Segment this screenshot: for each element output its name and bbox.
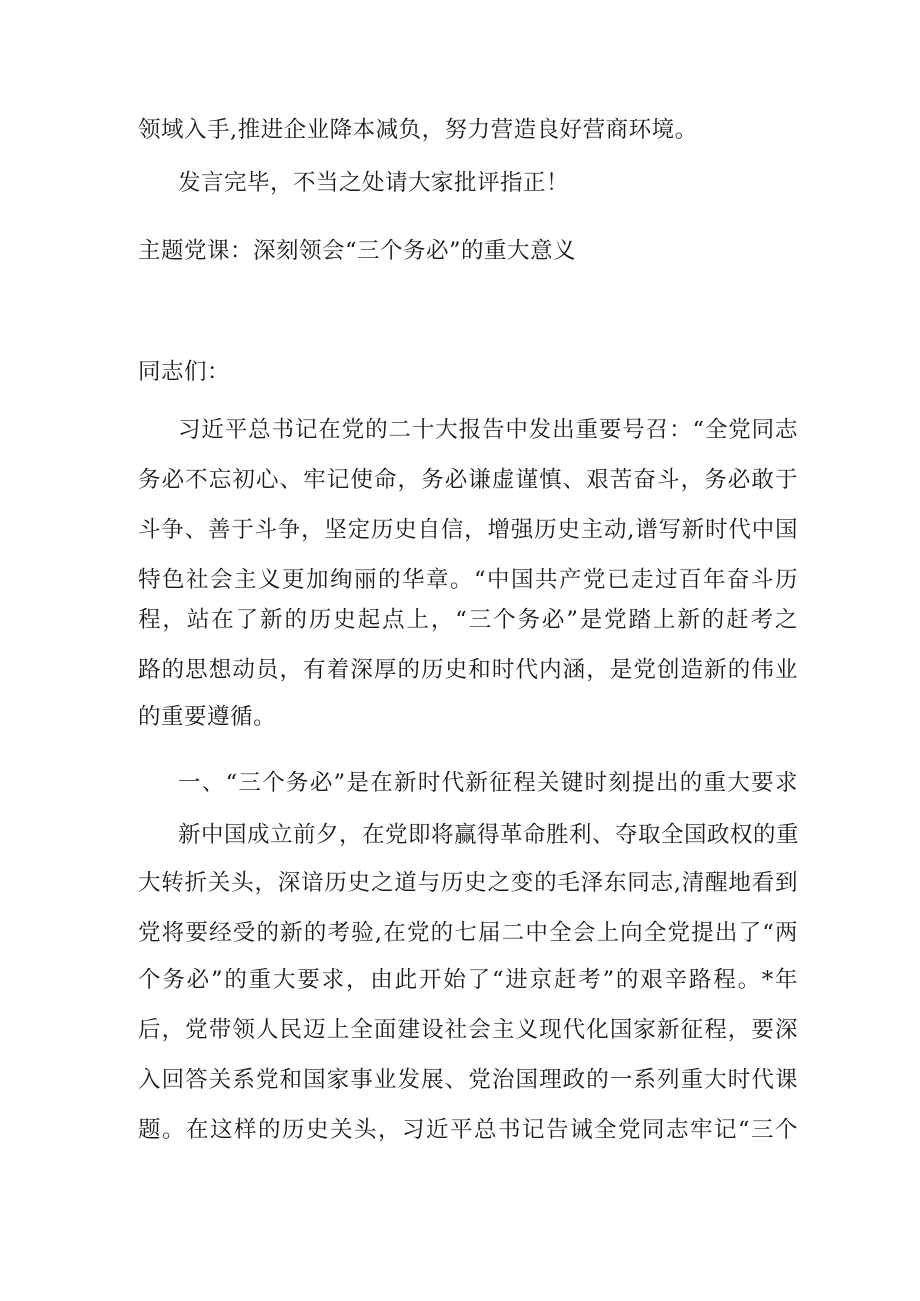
intro-paragraph-line: 习近平总书记在党的二十大报告中发出重要号召：“全党同志 [178, 417, 798, 443]
closing-remark: 发言完毕，不当之处请大家批评指正！ [178, 170, 570, 196]
intro-paragraph-line: 特色社会主义更加绚丽的华章。“中国共产党已走过百年奋斗历 [138, 567, 798, 593]
section-1-paragraph-line: 新中国成立前夕，在党即将赢得革命胜利、夺取全国政权的重 [178, 822, 800, 848]
section-1-paragraph-line: 大转折关头，深谙历史之道与历史之变的毛泽东同志,清醒地看到 [138, 870, 798, 896]
section-1-paragraph-line: 题。在这样的历史关头，习近平总书记告诫全党同志牢记“三个 [138, 1117, 798, 1143]
intro-paragraph-line: 路的思想动员，有着深厚的历史和时代内涵，是党创造新的伟业 [138, 657, 798, 683]
intro-paragraph-line: 程，站在了新的历史起点上，“三个务必”是党踏上新的赶考之 [138, 607, 798, 633]
section-1-paragraph-line: 党将要经受的新的考验,在党的七届二中全会上向全党提出了“两 [138, 920, 798, 946]
section-1-heading: 一、“三个务必”是在新时代新征程关键时刻提出的重大要求 [178, 770, 798, 796]
section-1-paragraph-line: 后，党带领人民迈上全面建设社会主义现代化国家新征程，要深 [138, 1017, 798, 1043]
section-1-paragraph-line: 个务必”的重大要求，由此开始了“进京赶考”的艰辛路程。*年 [138, 967, 798, 993]
section-1-paragraph-line: 入回答关系党和国家事业发展、党治国理政的一系列重大时代课 [138, 1067, 798, 1093]
document-title: 主题党课：深刻领会“三个务必”的重大意义 [138, 238, 577, 264]
salutation: 同志们： [138, 359, 231, 385]
intro-paragraph-line: 务必不忘初心、牢记使命，务必谦虚谨慎、艰苦奋斗，务必敢于 [138, 467, 798, 493]
previous-section-line: 领域入手,推进企业降本减负，努力营造良好营商环境。 [138, 117, 698, 143]
intro-paragraph-line: 的重要遵循。 [138, 704, 277, 730]
intro-paragraph-line: 斗争、善于斗争，坚定历史自信，增强历史主动,谱写新时代中国 [138, 517, 798, 543]
